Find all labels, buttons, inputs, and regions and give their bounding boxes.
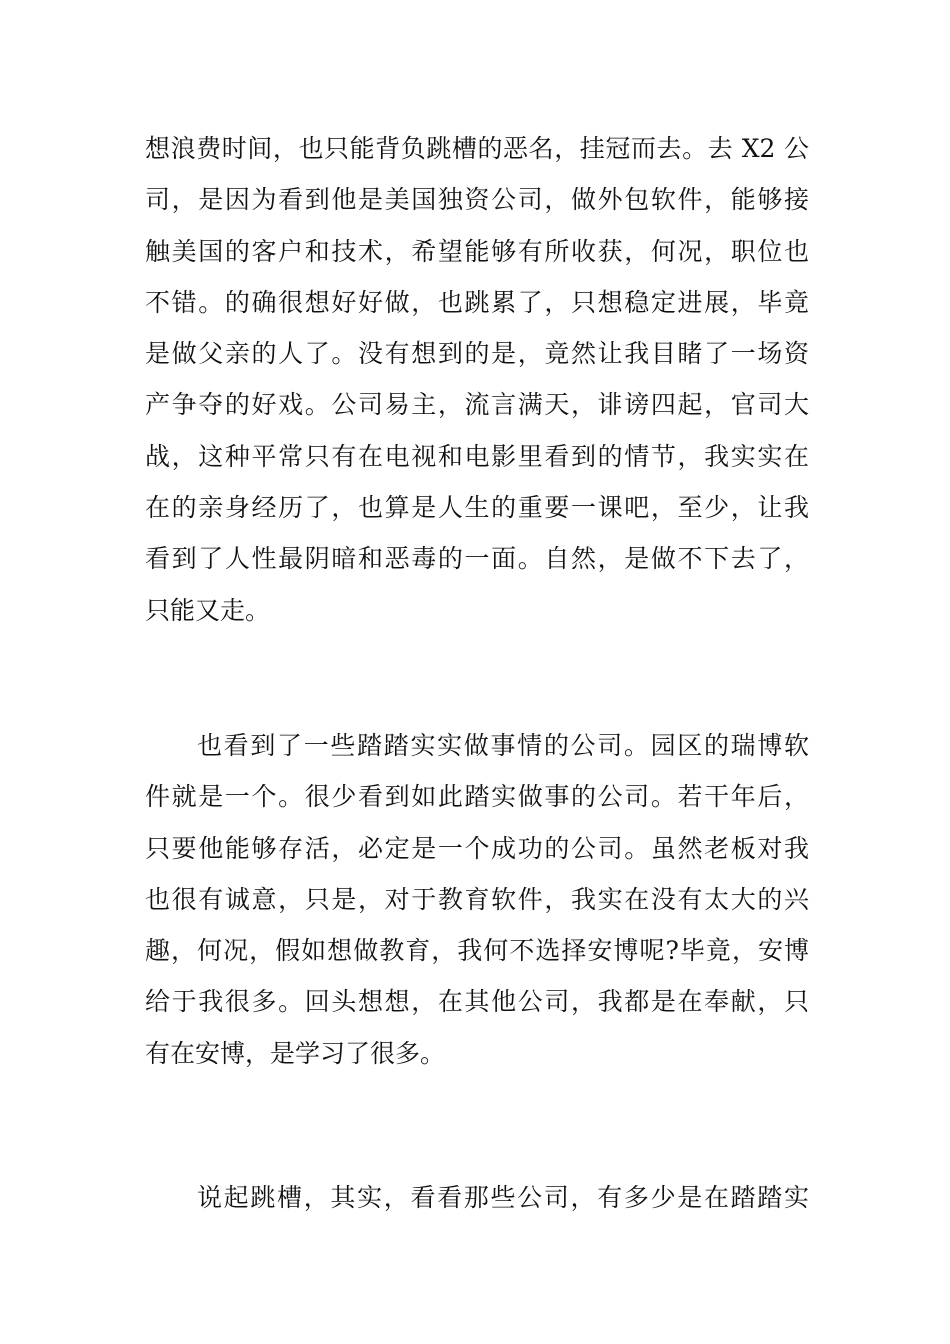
text-line: 趣，何况，假如想做教育，我何不选择安博呢?毕竟，安博 [145, 936, 809, 966]
text-line: 也看到了一些踏踏实实做事情的公司。园区的瑞博软 [197, 731, 809, 760]
text-line: 只要他能够存活，必定是一个成功的公司。虽然老板对我 [145, 833, 809, 863]
paragraph-2 [145, 720, 809, 1079]
text-line: 在的亲身经历了，也算是人生的重要一课吧，至少，让我 [145, 493, 809, 523]
text-line: 看到了人性最阴暗和恶毒的一面。自然，是做不下去了， [145, 544, 809, 574]
text-line: 有在安博，是学习了很多。 [145, 1038, 446, 1068]
text-line: 司，是因为看到他是美国独资公司，做外包软件，能够接 [145, 185, 809, 215]
text-line: 战，这种平常只有在电视和电影里看到的情节，我实实在 [145, 441, 809, 471]
text-line: 是做父亲的人了。没有想到的是，竟然让我目睹了一场资 [145, 339, 809, 369]
text-line: 不错。的确很想好好做，也跳累了，只想稳定进展，毕竟 [145, 287, 809, 317]
text-line: 想浪费时间，也只能背负跳槽的恶名，挂冠而去。去 X2 公 [145, 134, 809, 163]
text-line: 也很有诚意，只是，对于教育软件，我实在没有太大的兴 [145, 884, 809, 914]
paragraph-1 [145, 123, 809, 636]
text-line: 只能又走。 [145, 595, 271, 625]
paragraph-3 [145, 1172, 809, 1223]
text-line: 产争夺的好戏。公司易主，流言满天，诽谤四起，官司大 [145, 390, 809, 420]
text-line: 件就是一个。很少看到如此踏实做事的公司。若干年后， [145, 782, 809, 812]
text-line: 说起跳槽，其实，看看那些公司，有多少是在踏踏实 [197, 1183, 809, 1212]
text-line: 给于我很多。回头想想，在其他公司，我都是在奉献，只 [145, 987, 809, 1017]
text-line: 触美国的客户和技术，希望能够有所收获，何况，职位也 [145, 236, 809, 266]
